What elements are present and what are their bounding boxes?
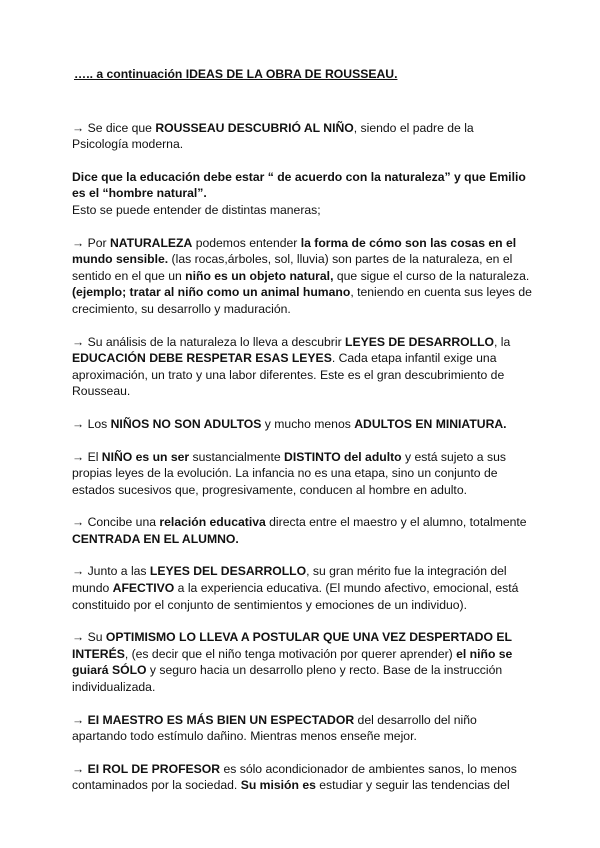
paragraph [72, 712, 532, 745]
bold-text: → EI ROL DE PROFESOR [72, 761, 221, 776]
paragraph [72, 563, 532, 613]
text-span: , (es decir que el niño tenga motivación por querer aprender) [124, 646, 457, 661]
text-span: → Se dice que [72, 120, 156, 135]
text-span: → Su análisis de la naturaleza lo lleva a descubrir [72, 334, 346, 349]
bold-text: relación educativa [159, 515, 266, 530]
bold-text: EDUCACIÓN DEBE RESPETAR ESAS LEYES [72, 351, 332, 366]
text-span: y está sujeto a sus propias leyes de la evolución. La infancia no es una etapa, sino un conjunto de estados sucesivos que, progresivamente, conducen al hombre en adulto. [72, 449, 506, 497]
text-span: → El [72, 449, 102, 464]
text-span: y seguro hacia un desarrollo pleno y recto. Base de la instrucción individualizada. [72, 663, 503, 695]
paragraph [72, 629, 532, 695]
text-span: → Junto a las [72, 564, 150, 579]
text-span: estudiar y seguir las tendencias del [315, 778, 510, 793]
bold-text: ADULTOS EN MINIATURA. [354, 416, 507, 431]
text-span: sustancialmente [189, 449, 285, 464]
spacer [72, 83, 532, 120]
bold-text: el niño se guiará SÓLO [72, 646, 513, 678]
text-span: que sigue el curso de la naturaleza. [333, 268, 530, 283]
text-span: , teniendo en cuenta sus leyes de crecimiento, su desarrollo y maduración. [72, 285, 532, 316]
text-span: , la [494, 334, 511, 349]
paragraph-gap [72, 498, 532, 514]
paragraph-gap [72, 547, 532, 563]
bold-text: LEYES DE DESARROLLO [345, 334, 494, 349]
text-span: (las rocas,árboles, sol, lluvia) son partes de la naturaleza, en el sentido en el que un [72, 252, 513, 283]
paragraph-gap [72, 153, 532, 169]
text-span: → Los [72, 416, 111, 431]
bold-text: NIÑO es un ser [101, 449, 190, 464]
document-body [72, 120, 532, 794]
bold-text: DISTINTO del adulto [284, 449, 402, 464]
paragraph-gap [72, 745, 532, 761]
bold-text: NATURALEZA [109, 235, 193, 250]
text-span: → Su [72, 630, 106, 645]
bold-text: niño es un objeto natural, [185, 268, 334, 283]
paragraph-gap [72, 318, 532, 334]
paragraph [72, 235, 532, 318]
text-span: es sólo acondicionador de ambientes sanos, lo menos contaminados por la sociedad. [72, 761, 517, 793]
text-span: . Cada etapa infantil exige una aproximación, un trato y una labor diferentes. Este es el gran descubrimiento de Rousseau. [72, 351, 505, 399]
paragraph [72, 416, 532, 433]
bold-text: Dice que la educación debe estar “ de acuerdo con la naturaleza” y que Emilio es el “hombre natural”. [72, 169, 526, 201]
paragraph-gap [72, 696, 532, 712]
bold-text: (ejemplo; tratar al niño como un animal humano [72, 285, 351, 300]
bold-text: ROUSSEAU DESCUBRIÓ AL NIÑO [155, 120, 354, 135]
paragraph [72, 761, 532, 794]
text-span: Esto se puede entender de distintas maneras; [72, 202, 321, 217]
bold-text: NIÑOS NO SON ADULTOS [110, 416, 262, 431]
text-span: → Por [72, 235, 110, 250]
paragraph-gap [72, 433, 532, 449]
text-span: podemos entender [192, 235, 301, 250]
text-span: , siendo el padre de la Psicología moderna. [72, 120, 474, 152]
bold-text: CENTRADA EN EL ALUMNO. [72, 531, 239, 546]
text-span: , su gran mérito fue la integración del mundo [72, 564, 507, 596]
document-title: ….. a continuación IDEAS DE LA OBRA DE ROUSSEAU. [74, 67, 398, 81]
paragraph [72, 514, 532, 547]
paragraph [72, 449, 532, 499]
text-span: a la experiencia educativa. (El mundo afectivo, emocional, está constituido por el conjunto de sentimientos y emociones de un individuo). [72, 581, 519, 612]
text-span: del desarrollo del niño apartando todo estímulo dañino. Mientras menos enseñe mejor. [72, 712, 477, 744]
paragraph [72, 334, 532, 400]
bold-text: la forma de cómo son las cosas en el mundo sensible. [72, 235, 517, 267]
document-page [72, 66, 532, 794]
text-span: directa entre el maestro y el alumno, totalmente [265, 515, 527, 530]
paragraph-gap [72, 613, 532, 629]
bold-text: LEYES DEL DESARROLLO [149, 564, 307, 579]
paragraph [72, 169, 532, 219]
text-span: y mucho menos [261, 416, 355, 431]
paragraph-gap [72, 400, 532, 416]
bold-text: AFECTIVO [112, 581, 175, 596]
paragraph [72, 120, 532, 153]
text-span: → Concibe una [72, 515, 160, 530]
bold-text: → EI MAESTRO ES MÁS BIEN UN ESPECTADOR [72, 712, 355, 727]
bold-text: Su misión es [240, 778, 316, 793]
paragraph-gap [72, 219, 532, 235]
bold-text: OPTIMISMO LO LLEVA A POSTULAR QUE UNA VEZ DESPERTADO EL INTERÉS [72, 630, 512, 661]
